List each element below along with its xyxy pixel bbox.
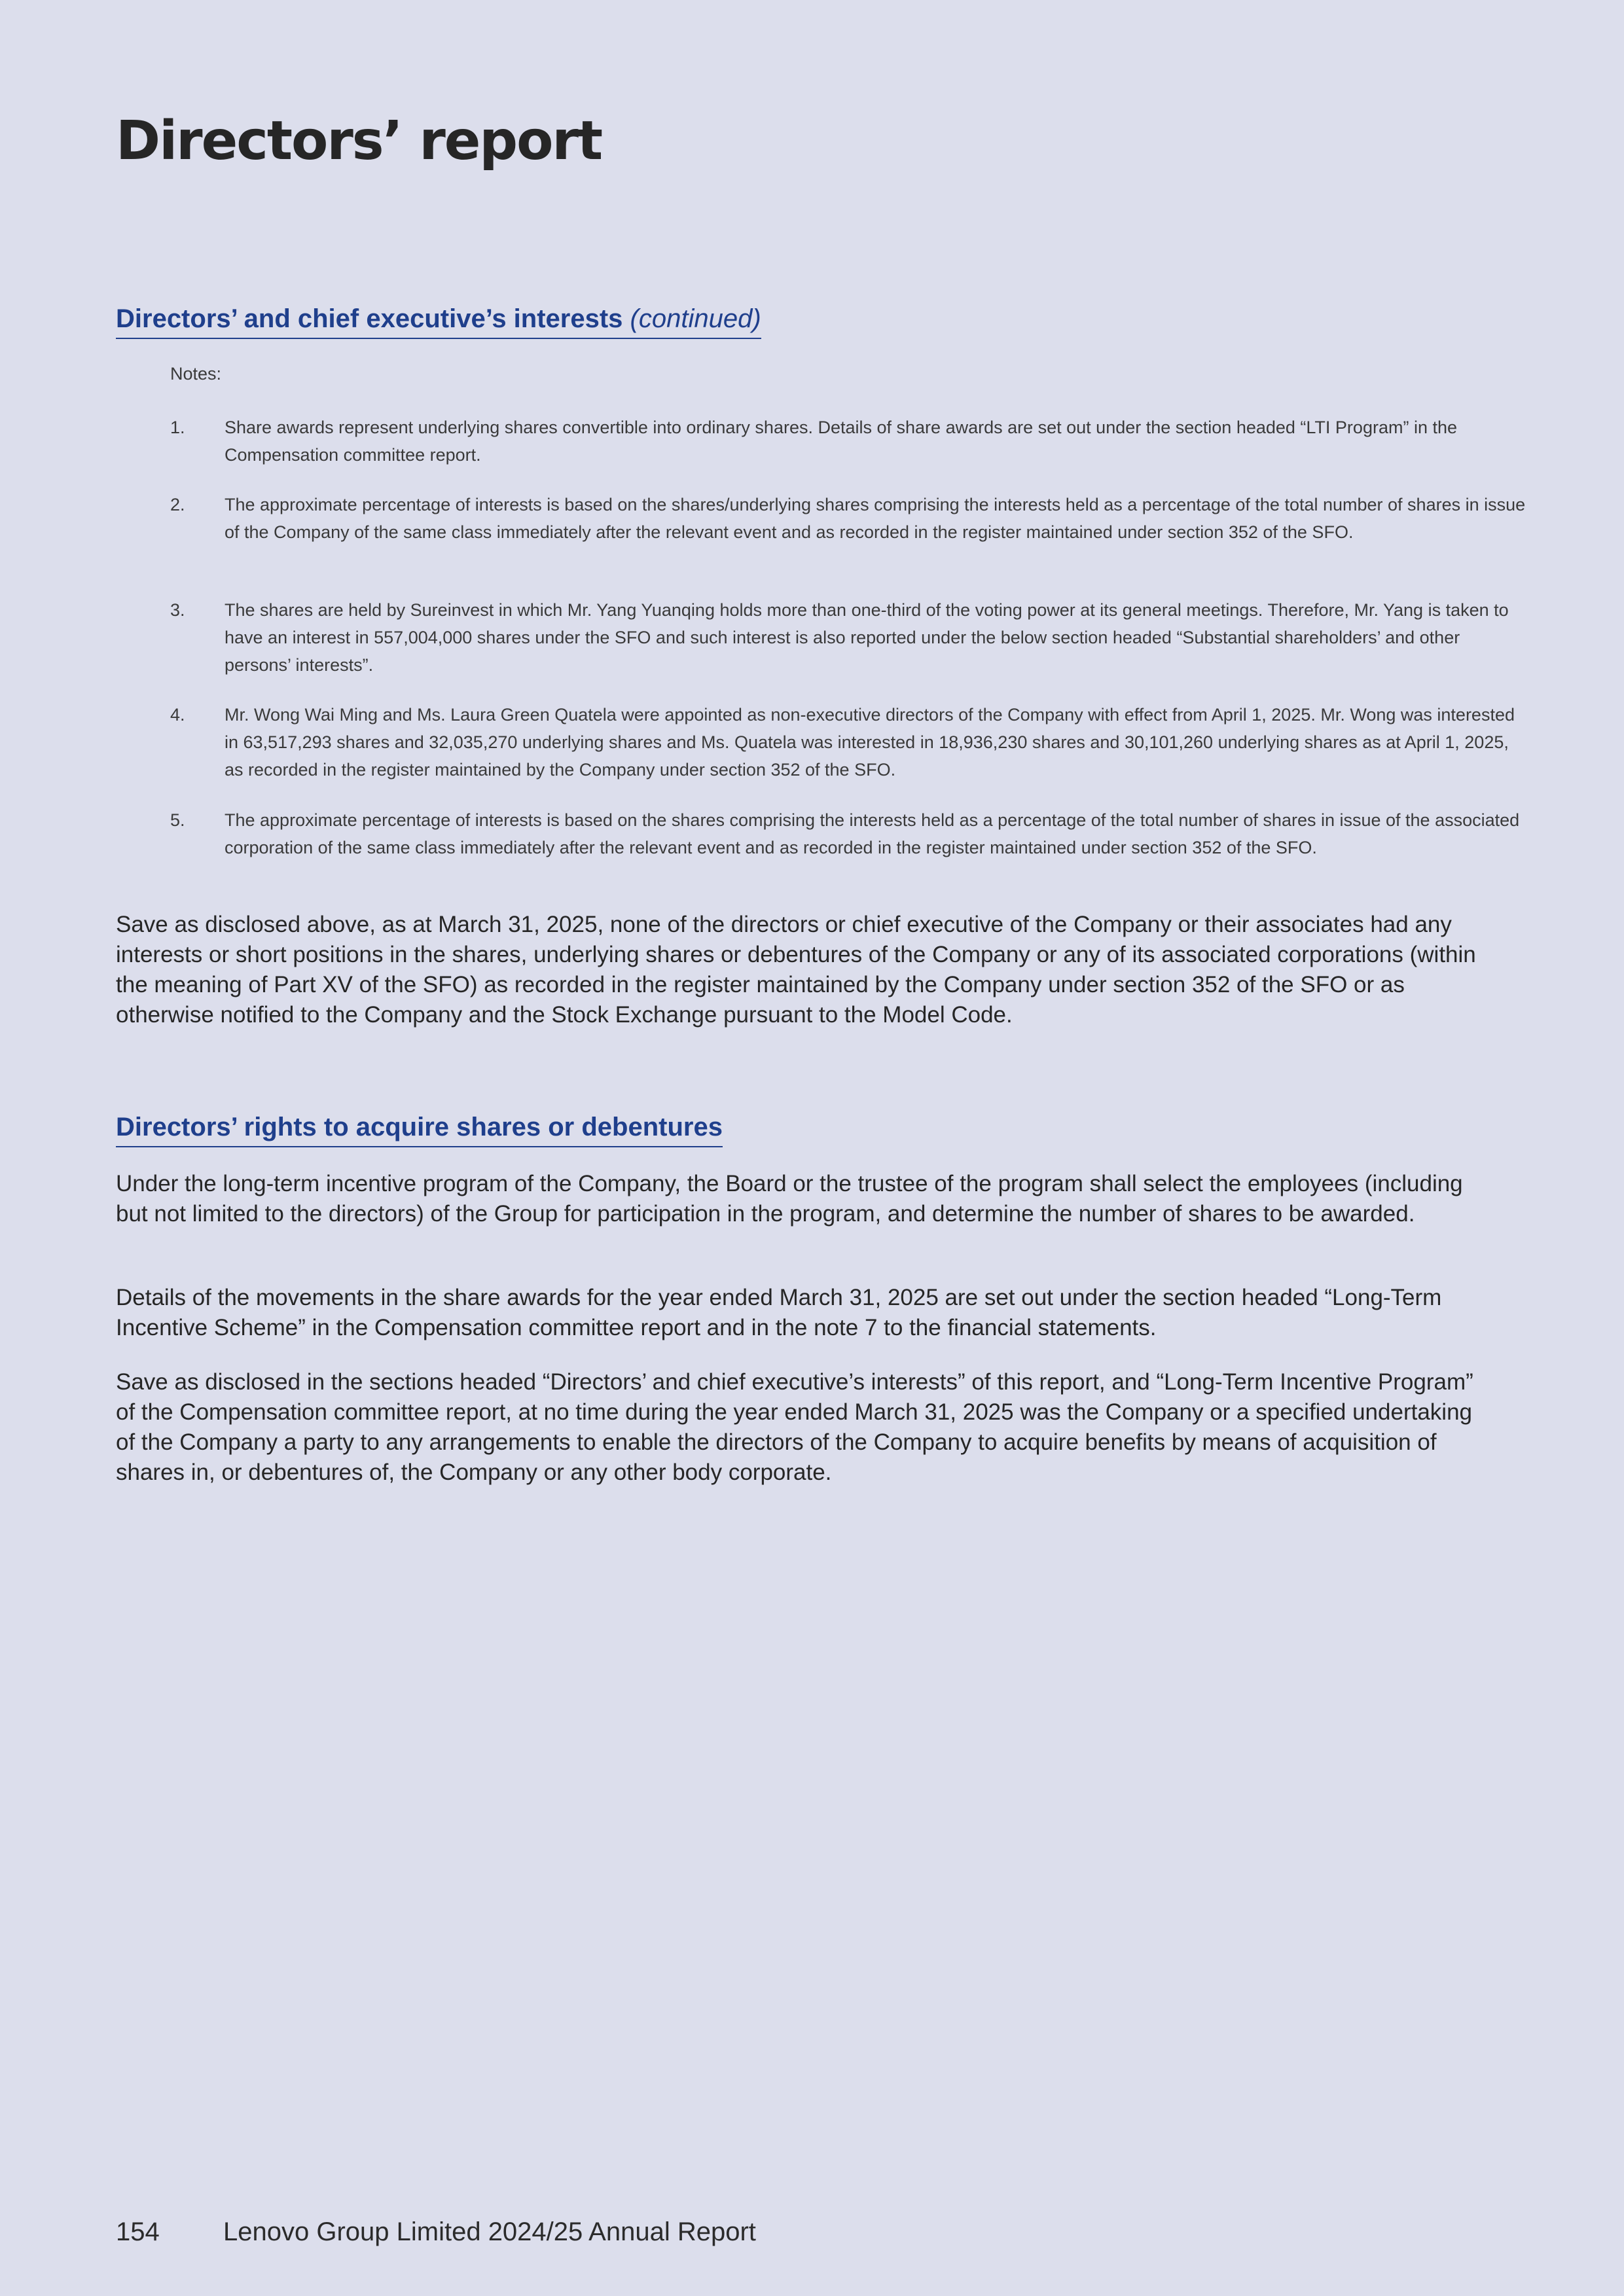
rights-paragraph-1: Under the long-term incentive program of the Company, the Board or the trustee of the program shall select the employees (including but not limited to the directors) of the Group for participation in the program, and determine the number of shares to be awarded. [116,1171,1463,1227]
rights-paragraph-2: Details of the movements in the share awards for the year ended March 31, 2025 are set out under the section headed “Long-Term Incentive Scheme” in the Compensation committee report and in the note 7 to the financial statements. [116,1285,1442,1340]
notes-label: Notes: [170,364,222,384]
note-text: The shares are held by Sureinvest in which Mr. Yang Yuanqing holds more than one-third of the voting power at its general meetings. Therefore, Mr. Yang is taken to have an interest in 557,004,000 shares under the SFO and such interest is also reported under the below section headed “Substantial shareholders’ and other persons’ interests”. [225,600,1509,675]
note-text: The approximate percentage of interests is based on the shares comprising the interests held as a percentage of the total number of shares in issue of the associated corporation of the same class immediately after the relevant event and as recorded in the register maintained under section 352 of the SFO. [225,810,1520,857]
page-title: Directors’ report [116,110,602,172]
note-text: Share awards represent underlying shares convertible into ordinary shares. Details of share awards are set out under the section headed “LTI Program” in the Compensation committee report. [225,418,1457,465]
section-heading-interests [116,304,761,339]
note-number: 4. [170,705,185,725]
note-text: Mr. Wong Wai Ming and Ms. Laura Green Quatela were appointed as non-executive directors of the Company with effect from April 1, 2025. Mr. Wong was interested in 63,517,293 shares and 32,035,270 underlying shares and Ms. Quatela was interested in 18,936,230 shares and 30,101,260 underlying shares as at April 1, 2025, as recorded in the register maintained by the Company under section 352 of the SFO. [225,705,1515,780]
rights-paragraph-3: Save as disclosed in the sections headed “Directors’ and chief executive’s interests” of this report, and “Long-Term Incentive Program” of the Compensation committee report, at no time during the year ended March 31, 2025 was the Company or a specified undertaking of the Company a party to any arrangements to enable the directors of the Company to acquire benefits by means of acquisition of shares in, or debentures of, the Company or any other body corporate. [116,1369,1473,1485]
section-heading-rights: Directors’ rights to acquire shares or debentures [116,1113,723,1147]
section-heading-continued: (continued) [630,304,761,333]
page-footer [116,2217,756,2247]
publication-title: Lenovo Group Limited 2024/25 Annual Report [223,2217,756,2246]
section-heading-interests-text: Directors’ and chief executive’s interests [116,304,623,333]
note-number: 3. [170,600,185,620]
note-number: 5. [170,810,185,830]
note-number: 2. [170,495,185,514]
disclosure-paragraph: Save as disclosed above, as at March 31, 2025, none of the directors or chief executive of the Company or their associates had any interests or short positions in the shares, underlying shares or debentures of the Company or any of its associated corporations (within the meaning of Part XV of the SFO) as recorded in the register maintained by the Company under section 352 of the SFO or as otherwise notified to the Company and the Stock Exchange pursuant to the Model Code. [116,912,1476,1028]
note-text: The approximate percentage of interests is based on the shares/underlying shares comprising the interests held as a percentage of the total number of shares in issue of the Company of the same class immediately after the relevant event and as recorded in the register maintained under section 352 of the SFO. [225,495,1526,542]
page-number: 154 [116,2217,160,2246]
note-number: 1. [170,418,185,437]
